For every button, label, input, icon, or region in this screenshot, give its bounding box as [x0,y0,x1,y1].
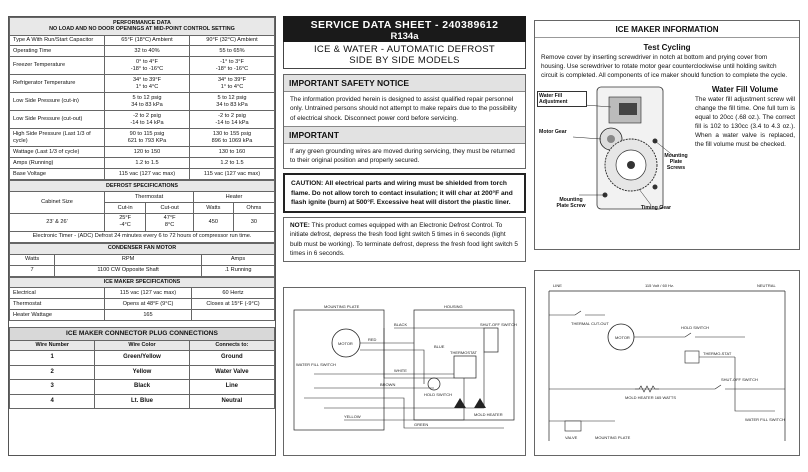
connector-cell: 1 [10,351,95,366]
connector-table [9,327,275,409]
performance-row [10,129,275,147]
row-label: Freezer Temperature [10,57,105,75]
label-mounting-plate-screw: Mounting Plate Screw [556,196,586,209]
performance-row [10,158,275,169]
note-text: This product comes equipped with an Electronic Defrost Control. To initiate defrost, depress the fresh food light switch 5 times in 6 seconds (light bulb must be working). To terminate defrost, depress the fresh food light switch 5 times in 6 seconds. [290,222,518,257]
row-value: 90°F (32°C) Ambient [190,35,275,46]
fan-table [9,243,275,277]
label-water-fill-adjustment: Water Fill Adjustment [537,91,587,107]
row-value: 1.2 to 1.5 [105,158,190,169]
valve-symbol [565,421,581,431]
watts-value: 450 [193,213,233,231]
water-fill-section [695,85,795,150]
label-mounting-plate-screws: Mounting Plate Screws [664,152,688,171]
row-value: -1° to 3°F -18° to -16°C [190,57,275,75]
defrost-title: DEFROST SPECIFICATIONS [10,181,275,192]
row-value: 115 vac (127 vac max) [105,288,192,299]
schematic-label: MOUNTING PLATE [595,435,631,440]
row-label: Low Side Pressure (cut-out) [10,111,105,129]
row-label: Heater Wattage [10,310,105,321]
connector-cell: 2 [10,365,95,380]
row-label: Electrical [10,288,105,299]
service-banner [283,16,526,42]
cabinet-size-value: 23' & 26' [10,213,105,231]
adjust-screw [619,103,637,115]
thermostat-header: Thermostat [105,192,194,203]
connector-cell: 3 [10,380,95,395]
row-label: Type A With Run/Start Capacitor [10,35,105,46]
row-value: 1.2 to 1.5 [190,158,275,169]
thermostat-symbol [454,356,476,378]
defrost-note: Electronic Timer - (ADC) Defrost 24 minutes every 6 to 72 hours of compressor run time. [10,231,275,242]
schematic-neutral-label: NEUTRAL [757,283,776,288]
row-value: 165 [105,310,192,321]
connector-cell: Black [95,380,189,395]
important-title: IMPORTANT [284,126,525,144]
performance-row [10,147,275,158]
wiring-label: BLACK [394,322,408,327]
row-label: Refrigerator Temperature [10,75,105,93]
icemaker-spec-row [10,288,275,299]
label-timing-gear: Timing Gear [640,204,672,211]
row-value: 65°F (18°C) Ambient [105,35,190,46]
performance-row [10,169,275,180]
connector-cell: Line [189,380,274,395]
safety-notice [283,74,526,169]
row-value: 34° to 39°F 1° to 4°C [190,75,275,93]
wiring-label: BLUE [434,344,445,349]
performance-row [10,111,275,129]
water-fill-text: The water fill adjustment screw will change the fill time. One full turn is equal to 20cc (.68 oz.). The correct fill is 102 to 130cc (3.4 to 4.3 oz.). When a water valve is replaced, the fill volume must be checked. [695,95,795,148]
fan-rpm-value: 1100 CW Opposite Shaft [55,265,202,276]
fan-amps-header: Amps [201,254,274,265]
note-label: NOTE: [290,222,310,230]
row-label: High Side Pressure (Last 1/3 of cycle) [10,129,105,147]
row-value: 115 vac (127 vac max) [190,169,275,180]
connector-title: ICE MAKER CONNECTOR PLUG CONNECTIONS [10,328,275,340]
icemaker-figure [535,83,799,213]
row-value: 120 to 150 [105,147,190,158]
row-value: 5 to 12 psig 34 to 83 kPa [190,93,275,111]
connector-row [10,394,275,409]
spec-column [8,16,276,456]
wiring-label: MOLD HEATER [474,412,503,417]
label-motor-gear: Motor Gear [539,128,567,135]
schematic-label: HOLD SWITCH [681,325,709,330]
wiring-label: YELLOW [344,414,361,419]
ohms-header: Ohms [233,203,274,214]
performance-title: PERFORMANCE DATA NO LOAD AND NO DOOR OPENINGS AT MID-POINT CONTROL SETTING [10,18,275,36]
thermostat-symbol [685,351,699,363]
cutin-value: 25°F -4°C [105,213,146,231]
mounting-plate-outline [294,310,384,430]
icemaker-spec-row [10,310,275,321]
row-value: 90 to 115 psig 621 to 793 KPa [105,129,190,147]
service-title: SERVICE DATA SHEET - 240389612 [310,19,499,31]
row-value: Closes at 15°F (-9°C) [191,299,274,310]
wiring-label: WATER FILL SWITCH [296,362,336,367]
row-value: 0° to 4°F -18° to -16°C [105,57,190,75]
icemaker-info-panel [534,20,800,250]
connector-cell: Ground [189,351,274,366]
note-box [283,217,526,262]
schematic-label: MOLD HEATER 165 WATTS [625,395,677,400]
connector-cell: Lt. Blue [95,394,189,409]
schematic-label: VALVE [565,435,578,440]
schematic-label: WATER FILL SWITCH [745,417,785,422]
connector-header: Connects to: [189,340,274,351]
row-value: 55 to 65% [190,46,275,57]
schematic-drawing [535,271,799,455]
defrost-table [9,180,275,243]
connector-row [10,380,275,395]
wiring-drawing [284,288,525,455]
connector-header: Wire Number [10,340,95,351]
schematic-label: SHUT-OFF SWITCH [721,377,758,382]
row-label: Base Voltage [10,169,105,180]
cutin-header: Cut-in [105,203,146,214]
connector-cell: Yellow [95,365,189,380]
wiring-label: HOLD SWITCH [424,392,452,397]
watts-header: Watts [193,203,233,214]
refrigerant: R134a [390,31,419,42]
wiring-label: MOUNTING PLATE [324,304,360,309]
caution-box: CAUTION: All electrical parts and wiring must be shielded from torch flame. Do not allow torch to contact insulation; it will char at 200°F and flash ignite (burn) at 500°F. Excessive heat will distort the plastic liner. [283,173,526,213]
fan-rpm-header: RPM [55,254,202,265]
icemaker-info-title: ICE MAKER INFORMATION [535,21,799,38]
wiring-label: WHITE [394,368,407,373]
row-label: Thermostat [10,299,105,310]
performance-row [10,93,275,111]
icemaker-spec-title: ICE MAKER SPECIFICATIONS [10,277,275,288]
row-value [191,310,274,321]
row-value: Opens at 48°F (9°C) [105,299,192,310]
row-value: 60 Hertz [191,288,274,299]
row-label: Low Side Pressure (cut-in) [10,93,105,111]
fan-watts-value: 7 [10,265,55,276]
row-label: Operating Time [10,46,105,57]
wiring-label: RED [368,337,377,342]
wiring-diagram [283,287,526,456]
row-value: 130 to 155 psig 896 to 1069 kPa [190,129,275,147]
fan-title: CONDENSER FAN MOTOR [10,243,275,254]
safety-title: IMPORTANT SAFETY NOTICE [284,75,525,92]
cutout-header: Cut-out [146,203,194,214]
connector-row [10,351,275,366]
important-text: If any green grounding wires are moved during servicing, they must be returned to their original position and properly secured. [290,147,515,165]
connector-row [10,365,275,380]
test-cycling-text: Remove cover by inserting screwdriver in notch at bottom and prying cover from housing. Use screwdriver to rotate motor gear counterclockwise until holding switch circuit is completed. All components of ice maker should function to complete the cycle. [541,54,788,79]
fan-amps-value: .1 Running [201,265,274,276]
cutout-value: 47°F 8°C [146,213,194,231]
row-value: 5 to 12 psig 34 to 83 kPa [105,93,190,111]
safety-text: The information provided herein is designed to assist qualified repair personnel only. Untrained persons should not attempt to make repairs due to the possibility of electrical shock. Disconnect power cord before servicing. [290,96,517,122]
schematic-diagram [534,270,800,456]
wiring-label: THERMOSTAT [450,350,477,355]
row-value: 130 to 160 [190,147,275,158]
test-cycling-title: Test Cycling [643,43,691,52]
row-value: -2 to 2 psig -14 to 14 kPa [190,111,275,129]
service-column [283,16,526,286]
performance-row [10,35,275,46]
connector-header: Wire Color [95,340,189,351]
connector-cell: Water Valve [189,365,274,380]
wiring-label: MOTOR [338,341,353,346]
row-value: 34° to 39°F 1° to 4°C [105,75,190,93]
performance-row [10,46,275,57]
ohms-value: 30 [233,213,274,231]
schematic-label: MOTOR [615,335,630,340]
icemaker-spec-row [10,299,275,310]
wiring-label: BROWN [380,382,396,387]
connector-cell: 4 [10,394,95,409]
wiring-label: SHUT-OFF SWITCH [480,322,517,327]
heater-header: Heater [193,192,274,203]
connector-cell: Neutral [189,394,274,409]
wiring-label: GREEN [414,422,429,427]
shut-off-switch-symbol [484,328,498,352]
row-value: -2 to 2 psig -14 to 14 kPa [105,111,190,129]
fan-watts-header: Watts [10,254,55,265]
schematic-line-label: LINE [553,283,562,288]
model-subtitle: ICE & WATER - AUTOMATIC DEFROST SIDE BY SIDE MODELS [283,42,526,69]
mounting-screw [653,184,658,189]
row-value: 32 to 40% [105,46,190,57]
row-label: Wattage (Last 1/3 of cycle) [10,147,105,158]
schematic-wires [549,311,785,421]
cabinet-size-label: Cabinet Size [10,192,105,214]
water-fill-title: Water Fill Volume [711,84,779,94]
schematic-label: THERMAL CUT-OUT [571,321,609,326]
schematic-voltage-label: 115 Volt / 60 Hz. [645,283,675,288]
performance-table [9,17,275,180]
performance-row [10,75,275,93]
row-label: Amps (Running) [10,158,105,169]
connector-cell: Green/Yellow [95,351,189,366]
timing-gear-hub [627,161,635,169]
schematic-label: THERMO-STAT [703,351,732,356]
row-value: 115 vac (127 vac max) [105,169,190,180]
icemaker-spec-table [9,277,275,322]
performance-row [10,57,275,75]
motor-gear-hub [607,135,615,143]
wiring-label: HOUSING [444,304,463,309]
